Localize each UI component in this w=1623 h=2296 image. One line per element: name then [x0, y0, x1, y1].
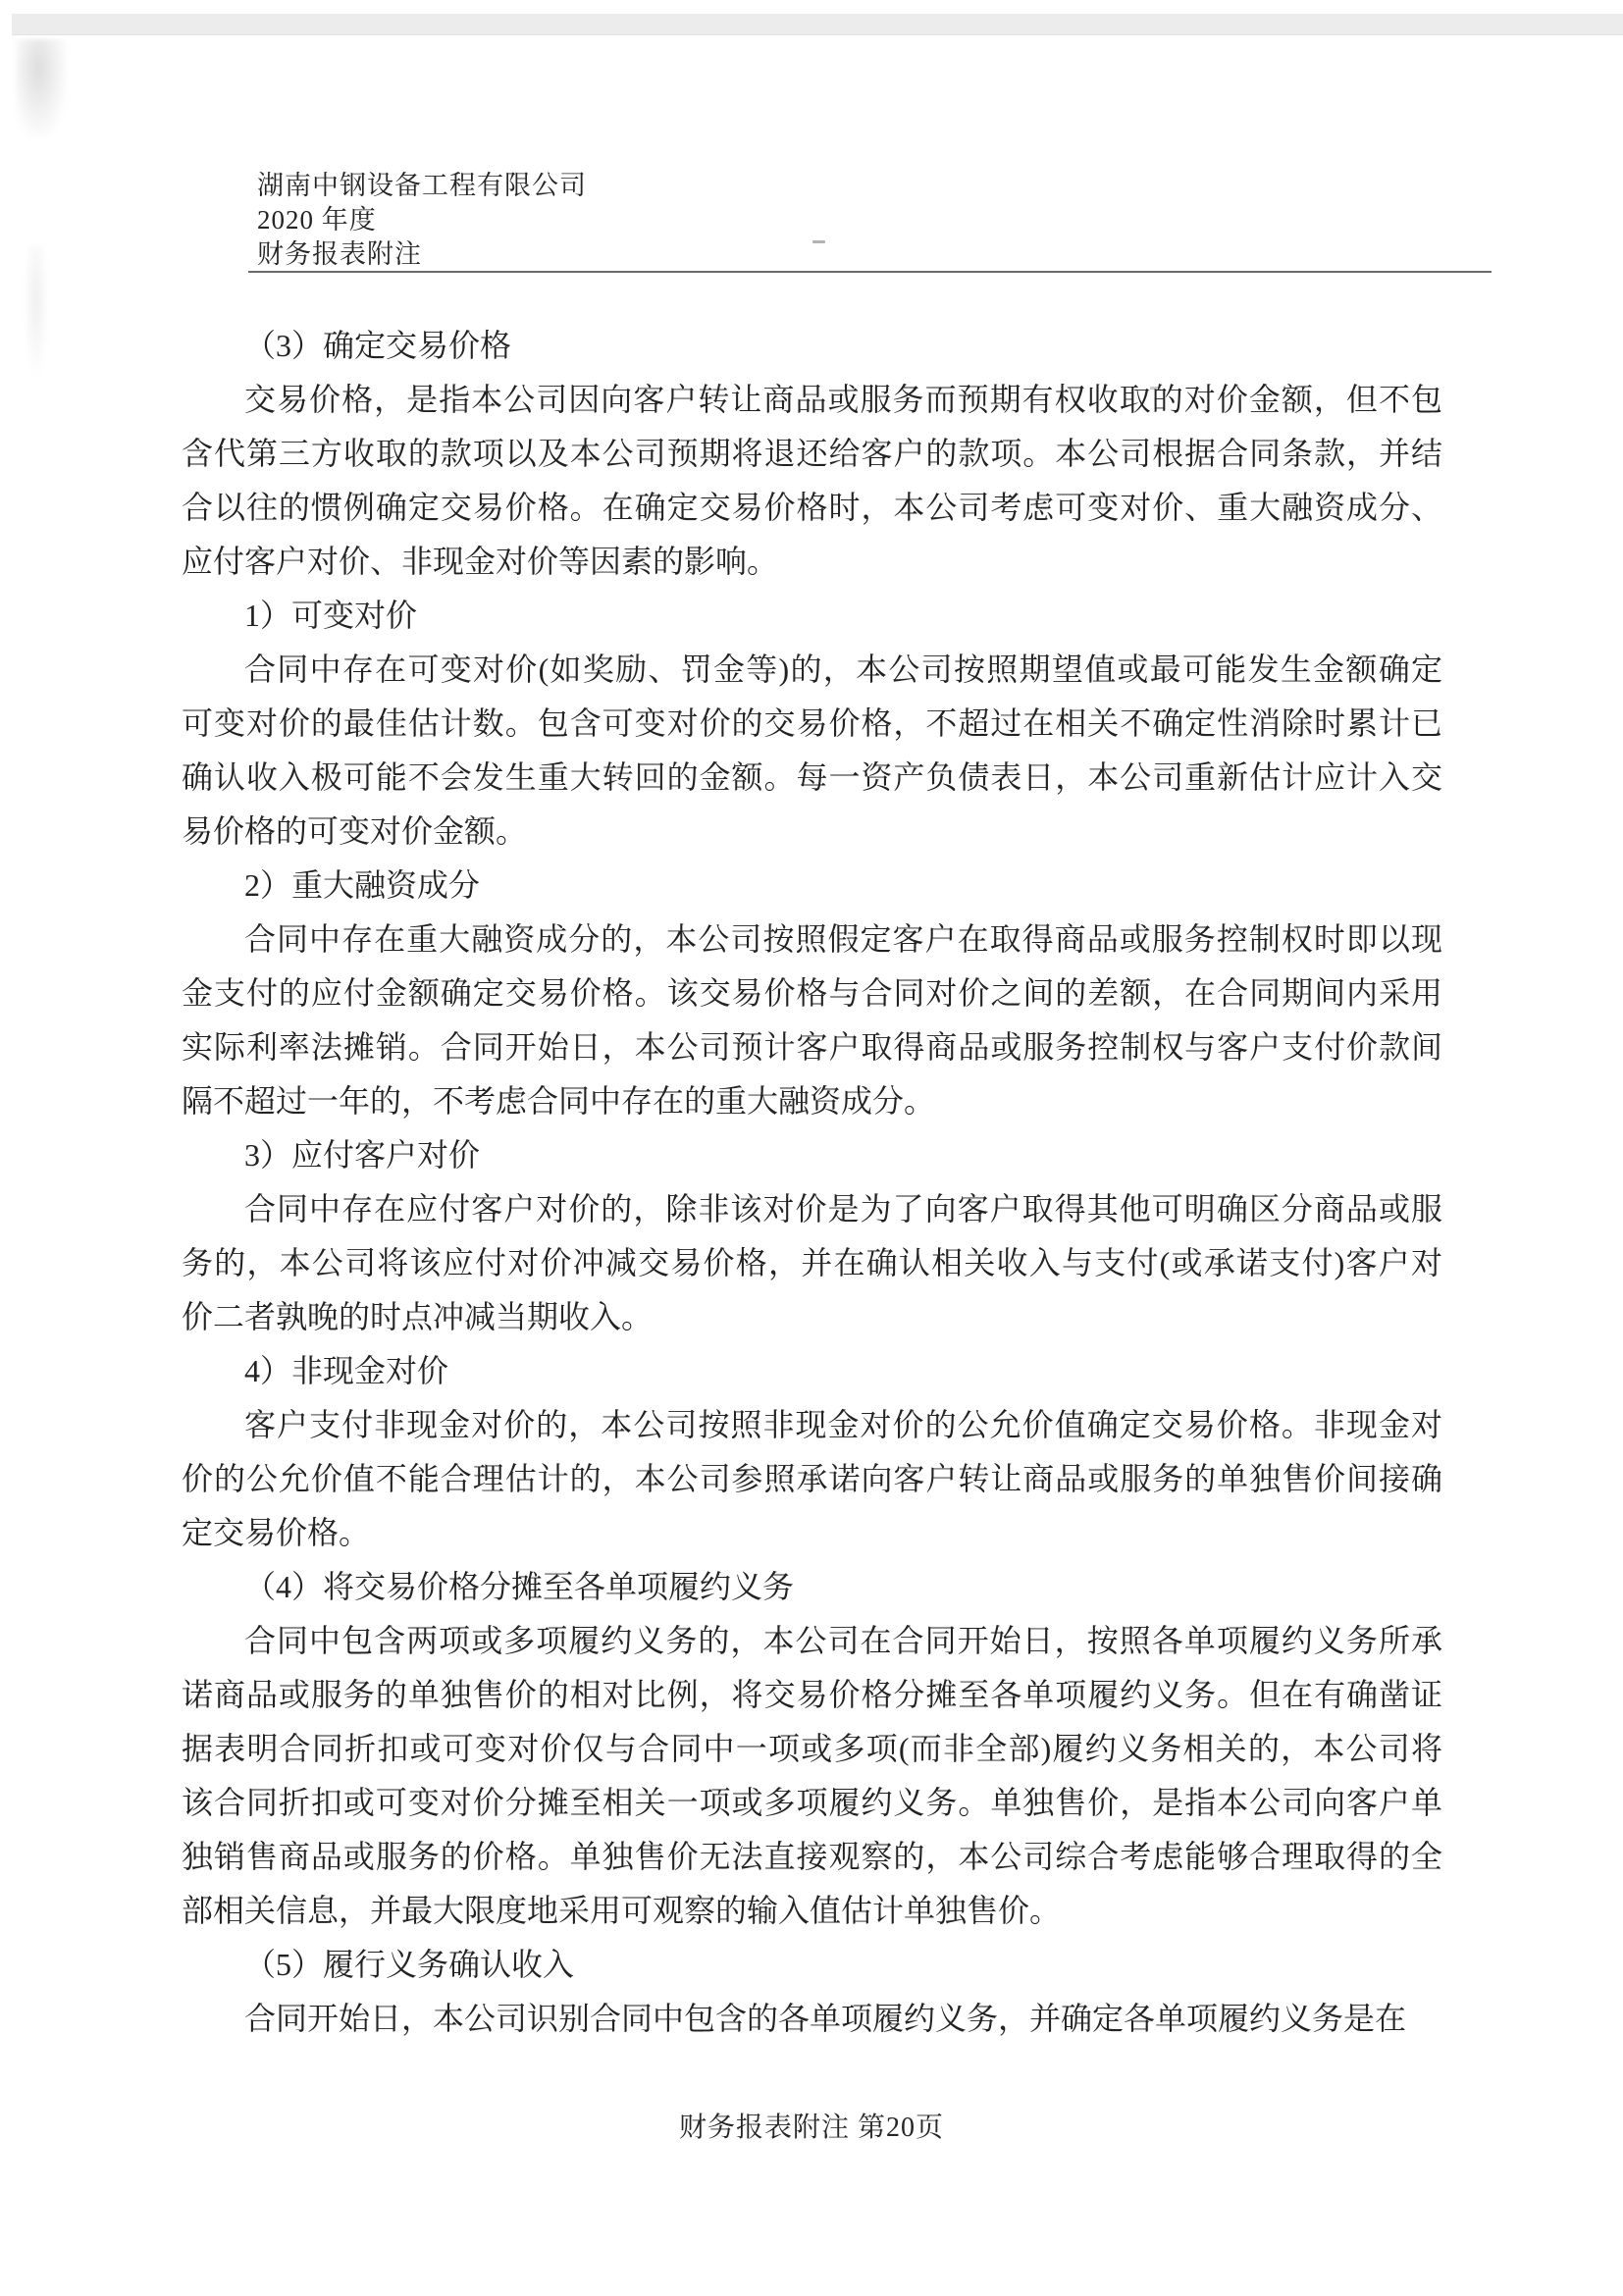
text-line: 合同中存在应付客户对价的，除非该对价是为了向客户取得其他可明确区分商品或服 — [244, 1191, 1442, 1226]
scan-artifact-smudge — [24, 245, 49, 383]
document-body — [182, 319, 1442, 2046]
header-divider — [248, 271, 1492, 273]
text-line: 可变对价的最佳估计数。包含可变对价的交易价格，不超过在相关不确定性消除时累计已 — [182, 705, 1442, 741]
text-line: 交易价格，是指本公司因向客户转让商品或服务而预期有权收取的对价金额，但不包 — [244, 382, 1442, 417]
text-line: 独销售商品或服务的价格。单独售价无法直接观察的，本公司综合考虑能够合理取得的全 — [182, 1839, 1442, 1874]
text-line: 合同开始日，本公司识别合同中包含的各单项履约义务，并确定各单项履约义务是在 — [244, 2001, 1407, 2036]
text-line: 1）可变对价 — [244, 598, 418, 633]
text-line: 价的公允价值不能合理估计的，本公司参照承诺向客户转让商品或服务的单独售价间接确 — [182, 1461, 1442, 1496]
text-line: 4）非现金对价 — [244, 1353, 449, 1388]
text-line: 金支付的应付金额确定交易价格。该交易价格与合同对价之间的差额，在合同期间内采用 — [182, 975, 1442, 1011]
report-period: 2020 年度 — [257, 205, 377, 235]
document-title: 财务报表附注 — [257, 239, 422, 269]
text-line: 诺商品或服务的单独售价的相对比例，将交易价格分摊至各单项履约义务。但在有确凿证 — [182, 1677, 1442, 1712]
scan-artifact-smudge — [16, 39, 67, 137]
text-line: 易价格的可变对价金额。 — [182, 813, 528, 849]
text-line: 务的，本公司将该应付对价冲减交易价格，并在确认相关收入与支付(或承诺支付)客户对 — [182, 1245, 1442, 1280]
text-line: 应付客户对价、非现金对价等因素的影响。 — [182, 544, 779, 579]
company-name: 湖南中钢设备工程有限公司 — [257, 171, 587, 200]
footer-text: 财务报表附注 第20页 — [678, 2113, 944, 2143]
text-line: 隔不超过一年的，不考虑合同中存在的重大融资成分。 — [182, 1083, 936, 1119]
text-line: 合以往的惯例确定交易价格。在确定交易价格时，本公司考虑可变对价、重大融资成分、 — [182, 490, 1442, 525]
text-line: 实际利率法摊销。合同开始日，本公司预计客户取得商品或服务控制权与客户支付价款间 — [182, 1029, 1442, 1065]
text-line: 据表明合同折扣或可变对价仅与合同中一项或多项(而非全部)履约义务相关的，本公司将 — [182, 1731, 1442, 1766]
text-line: 合同中存在可变对价(如奖励、罚金等)的，本公司按照期望值或最可能发生金额确定 — [244, 652, 1442, 687]
text-line: （5）履行义务确认收入 — [244, 1947, 575, 1982]
text-line: 含代第三方收取的款项以及本公司预期将退还给客户的款项。本公司根据合同条款，并结 — [182, 436, 1442, 471]
text-line: 合同中存在重大融资成分的，本公司按照假定客户在取得商品或服务控制权时即以现 — [244, 921, 1442, 957]
text-line: 客户支付非现金对价的，本公司按照非现金对价的公允价值确定交易价格。非现金对 — [244, 1407, 1442, 1442]
scan-artifact-dash — [812, 240, 825, 243]
page-footer — [0, 2106, 1623, 2145]
text-line: 价二者孰晚的时点冲减当期收入。 — [182, 1299, 654, 1334]
scan-artifact-band — [12, 14, 1623, 35]
text-line: 部相关信息，并最大限度地采用可观察的输入值估计单独售价。 — [182, 1893, 1062, 1928]
text-line: 定交易价格。 — [182, 1515, 371, 1550]
text-line: 3）应付客户对价 — [244, 1137, 481, 1173]
text-line: （3）确定交易价格 — [244, 328, 512, 363]
text-line: 该合同折扣或可变对价分摊至相关一项或多项履约义务。单独售价，是指本公司向客户单 — [182, 1785, 1442, 1820]
text-line: 2）重大融资成分 — [244, 867, 481, 903]
document-header — [257, 169, 587, 272]
text-line: 合同中包含两项或多项履约义务的，本公司在合同开始日，按照各单项履约义务所承 — [244, 1623, 1442, 1658]
text-line: （4）将交易价格分摊至各单项履约义务 — [244, 1569, 795, 1604]
text-line: 确认收入极可能不会发生重大转回的金额。每一资产负债表日，本公司重新估计应计入交 — [182, 759, 1442, 795]
